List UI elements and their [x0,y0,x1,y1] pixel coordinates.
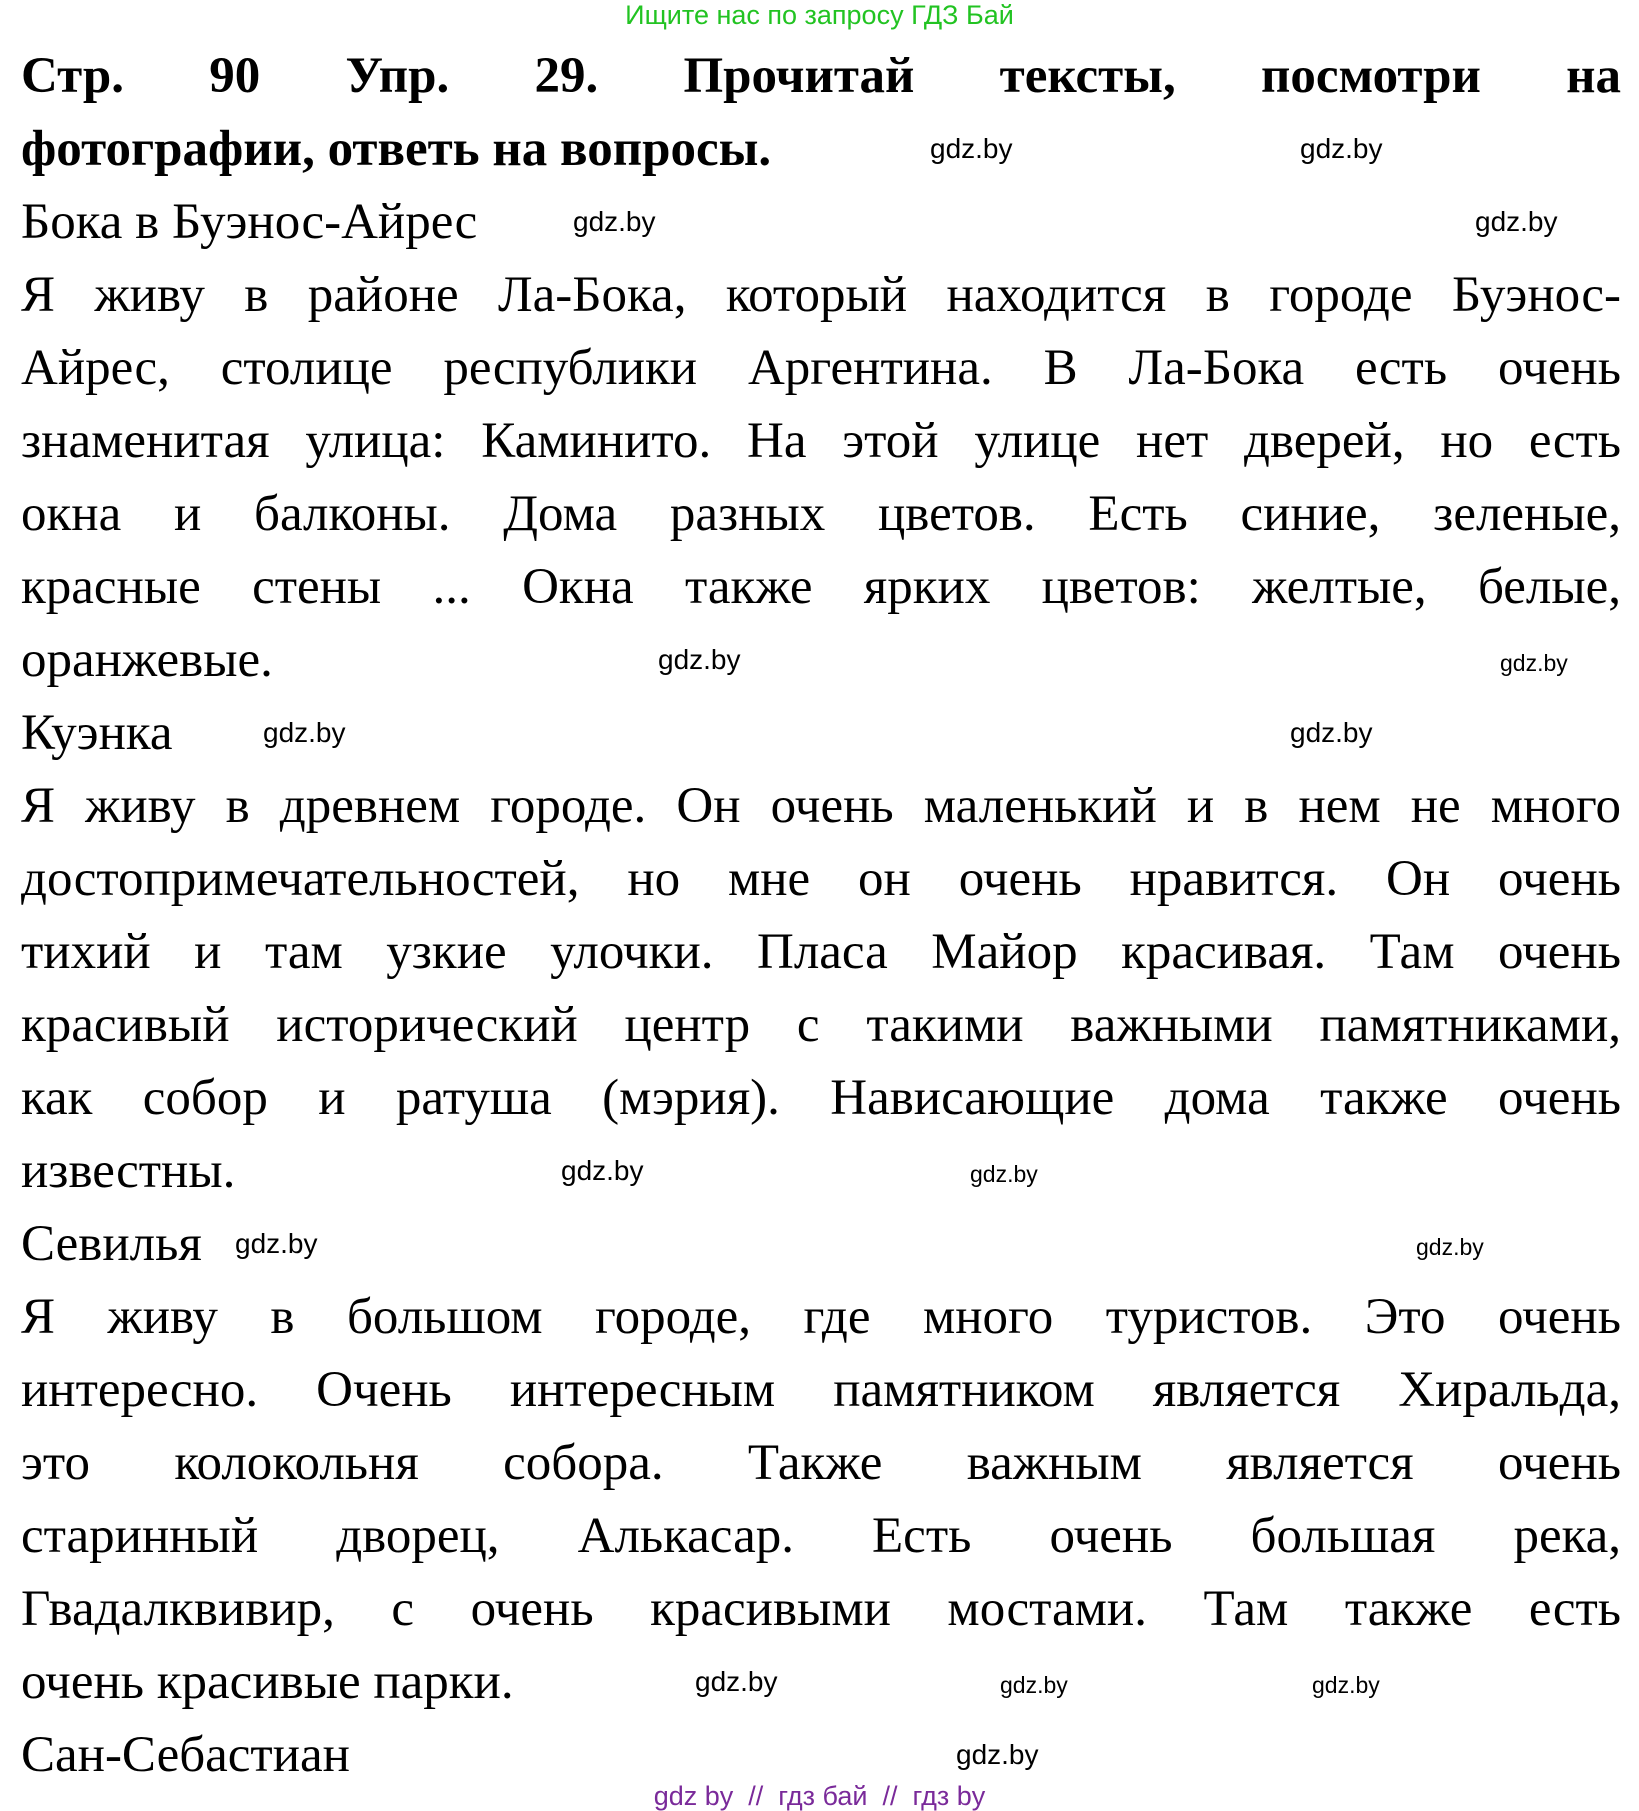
section-heading-boca: Бока в Буэнос-Айрес [21,194,478,250]
footer-links: gdz by // гдз бай // гдз by [653,1781,986,1811]
text-line: знаменитая улица: Каминито. На этой улице нет дверей, но есть [21,413,1621,469]
section-heading-cuenca: Куэнка [21,705,173,761]
text-line: интересно. Очень интересным памятником является Хиральда, [21,1362,1621,1418]
text-line: окна и балконы. Дома разных цветов. Есть синие, зеленые, [21,486,1621,542]
title-line-2: фотографии, ответь на вопросы. [21,121,772,177]
text-line: красные стены ... Окна также ярких цветов: желтые, белые, [21,559,1621,615]
text-line: Я живу в большом городе, где много туристов. Это очень [21,1289,1621,1345]
search-hint-banner: Ищите нас по запросу ГДЗ Бай [625,0,1014,30]
text-line: достопримечательностей, но мне он очень нравится. Он очень [21,851,1621,907]
watermark: gdz.by [263,717,346,748]
text-line: Я живу в районе Ла-Бока, который находится в городе Буэнос- [21,267,1621,323]
watermark: gdz.by [970,1161,1038,1187]
watermark: gdz.by [1290,717,1373,748]
text-line: Гвадалквивир, с очень красивыми мостами. Там также есть [21,1581,1621,1637]
watermark: gdz.by [1416,1234,1484,1260]
watermark: gdz.by [561,1155,644,1186]
watermark: gdz.by [573,206,656,237]
title-line-1: Стр. 90 Упр. 29. Прочитай тексты, посмотри на [21,48,1621,104]
text-line: тихий и там узкие улочки. Пласа Майор красивая. Там очень [21,924,1621,980]
watermark: gdz.by [1500,650,1568,676]
watermark: gdz.by [1475,206,1558,237]
text-line: известны. [21,1143,236,1199]
watermark: gdz.by [695,1666,778,1697]
watermark: gdz.by [1312,1672,1380,1698]
text-line: как собор и ратуша (мэрия). Нависающие дома также очень [21,1070,1621,1126]
watermark: gdz.by [1300,133,1383,164]
watermark: gdz.by [235,1228,318,1259]
watermark: gdz.by [930,133,1013,164]
text-line: Айрес, столице республики Аргентина. В Ла-Бока есть очень [21,340,1621,396]
text-line: старинный дворец, Алькасар. Есть очень большая река, [21,1508,1621,1564]
watermark: gdz.by [956,1739,1039,1770]
text-line: оранжевые. [21,632,273,688]
text-line: очень красивые парки. [21,1654,514,1710]
section-heading-seville: Севилья [21,1216,202,1272]
text-line: это колокольня собора. Также важным является очень [21,1435,1621,1491]
section-heading-san-sebastian: Сан-Себастиан [21,1727,350,1783]
text-line: красивый исторический центр с такими важными памятниками, [21,997,1621,1053]
watermark: gdz.by [1000,1672,1068,1698]
text-line: Я живу в древнем городе. Он очень маленький и в нем не много [21,778,1621,834]
watermark: gdz.by [658,644,741,675]
